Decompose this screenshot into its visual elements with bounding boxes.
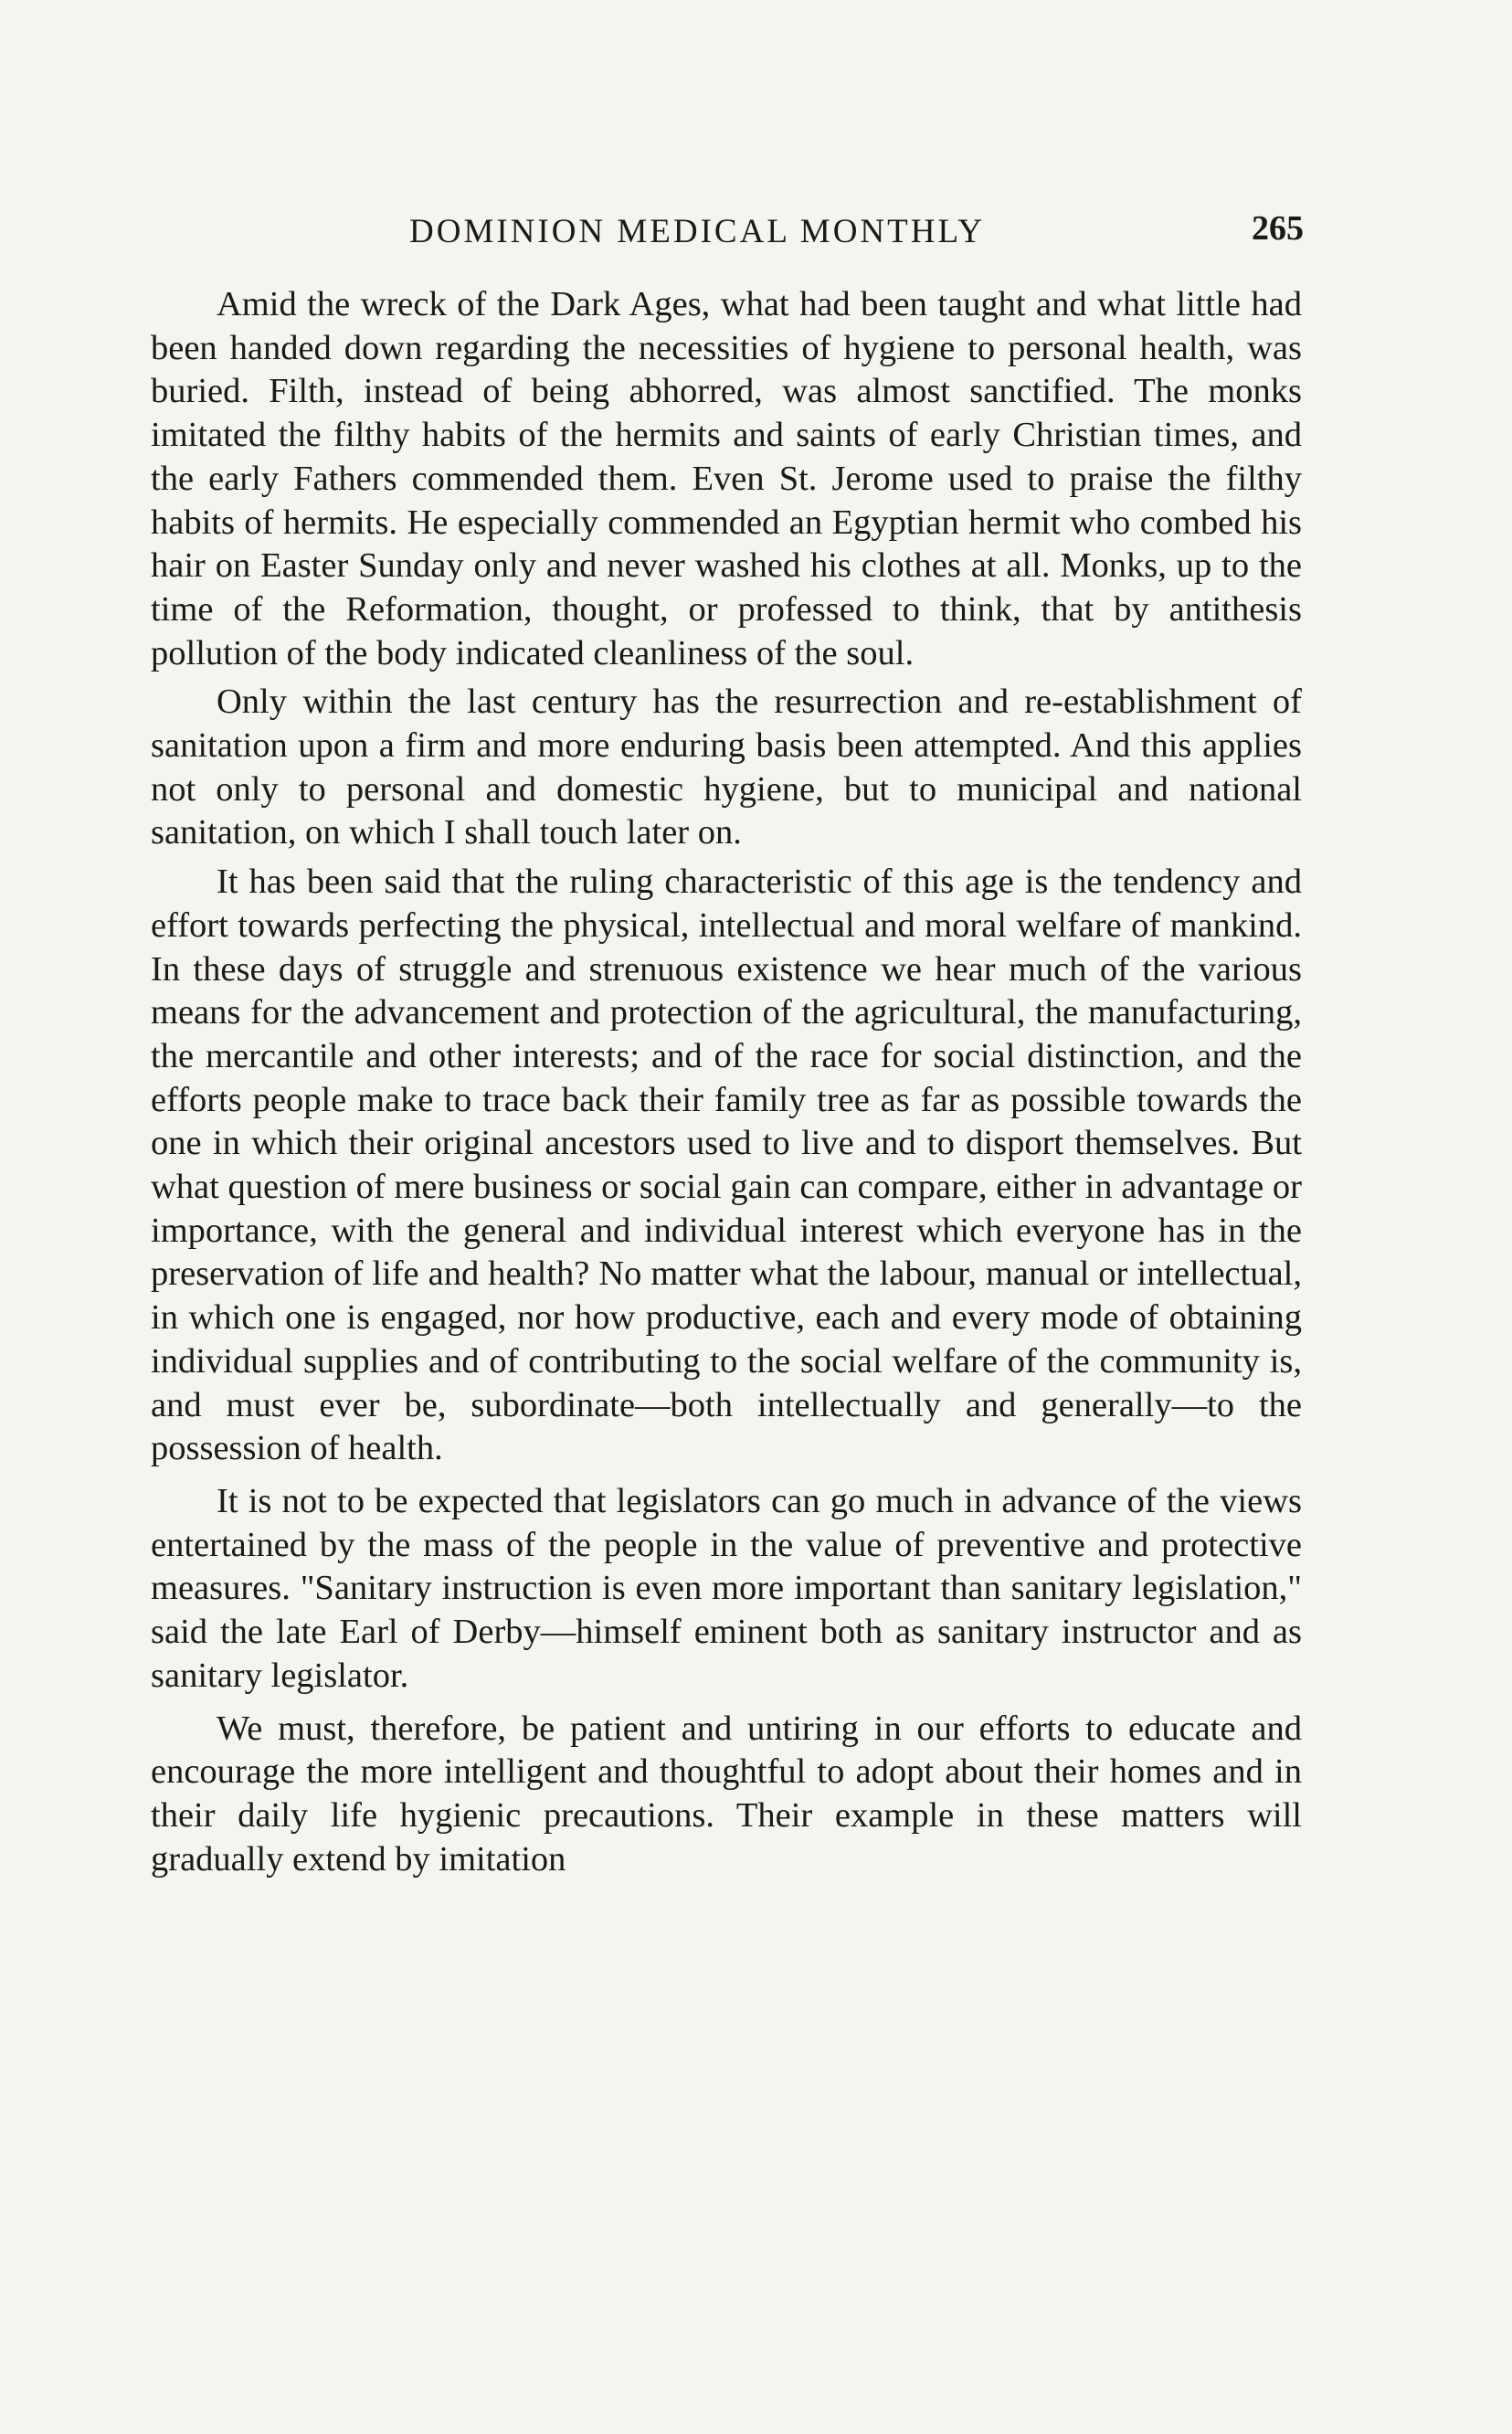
paragraph-legislators: It is not to be expected that legislators can go much in advance of the views entertained by the mass of the people in the value of preventive and protective measures. "Sanitary instruction is even more important than sanitary legislation," said the late Earl of Derby—himself eminent both as sanitary instructor and as sanitary legislator.: [151, 1481, 1302, 1695]
paragraph-patient-efforts: We must, therefore, be patient and untiring in our efforts to educate and encourage the more intelligent and thoughtful to adopt about their homes and in their daily life hygienic precautions. Their example in these matters will gradually extend by imitation: [151, 1709, 1302, 1878]
page-number: 265: [1252, 209, 1304, 248]
paragraph-last-century: Only within the last century has the resurrection and re-establishment of sanitation upon a firm and more enduring basis been attempted. And this applies not only to personal and domestic hygiene, but to municipal and national sanitation, on which I shall touch later on.: [151, 683, 1302, 852]
paragraph-ruling-characteristic: It has been said that the ruling characteristic of this age is the tendency and effort towards perfecting the physical, intellectual and moral welfare of mankind. In these days of struggle and strenuous existence we hear much of the various means for the advancement and protection of the agricultural, the manufacturing, the mercantile and other interests; and of the race for social distinction, and the efforts people make to trace back their family tree as far as possible towards the one in which their original ancestors used to live and to disport themselves. But what question of mere business or social gain can compare, either in advantage or importance, with the general and individual interest which everyone has in the preservation of life and health? No matter what the labour, manual or intellectual, in which one is engaged, nor how productive, each and every mode of obtaining individual supplies and of contributing to the social welfare of the community is, and must ever be, subordinate—both intellectually and generally—to the possession of health.: [151, 862, 1302, 1468]
paragraph-dark-ages: Amid the wreck of the Dark Ages, what had been taught and what little had been handed down regarding the necessities of hygiene to personal health, was buried. Filth, instead of being abhorred, was almost sanctified. The monks imitated the filthy habits of the hermits and saints of early Christian times, and the early Fathers commended them. Even St. Jerome used to praise the filthy habits of hermits. He especially commended an Egyptian hermit who combed his hair on Easter Sunday only and never washed his clothes at all. Monks, up to the time of the Reformation, thought, or professed to think, that by antithesis pollution of the body indicated cleanliness of the soul.: [151, 285, 1302, 672]
body-text: [151, 283, 1302, 1887]
running-head: [146, 208, 1311, 263]
journal-title: DOMINION MEDICAL MONTHLY: [409, 213, 986, 250]
